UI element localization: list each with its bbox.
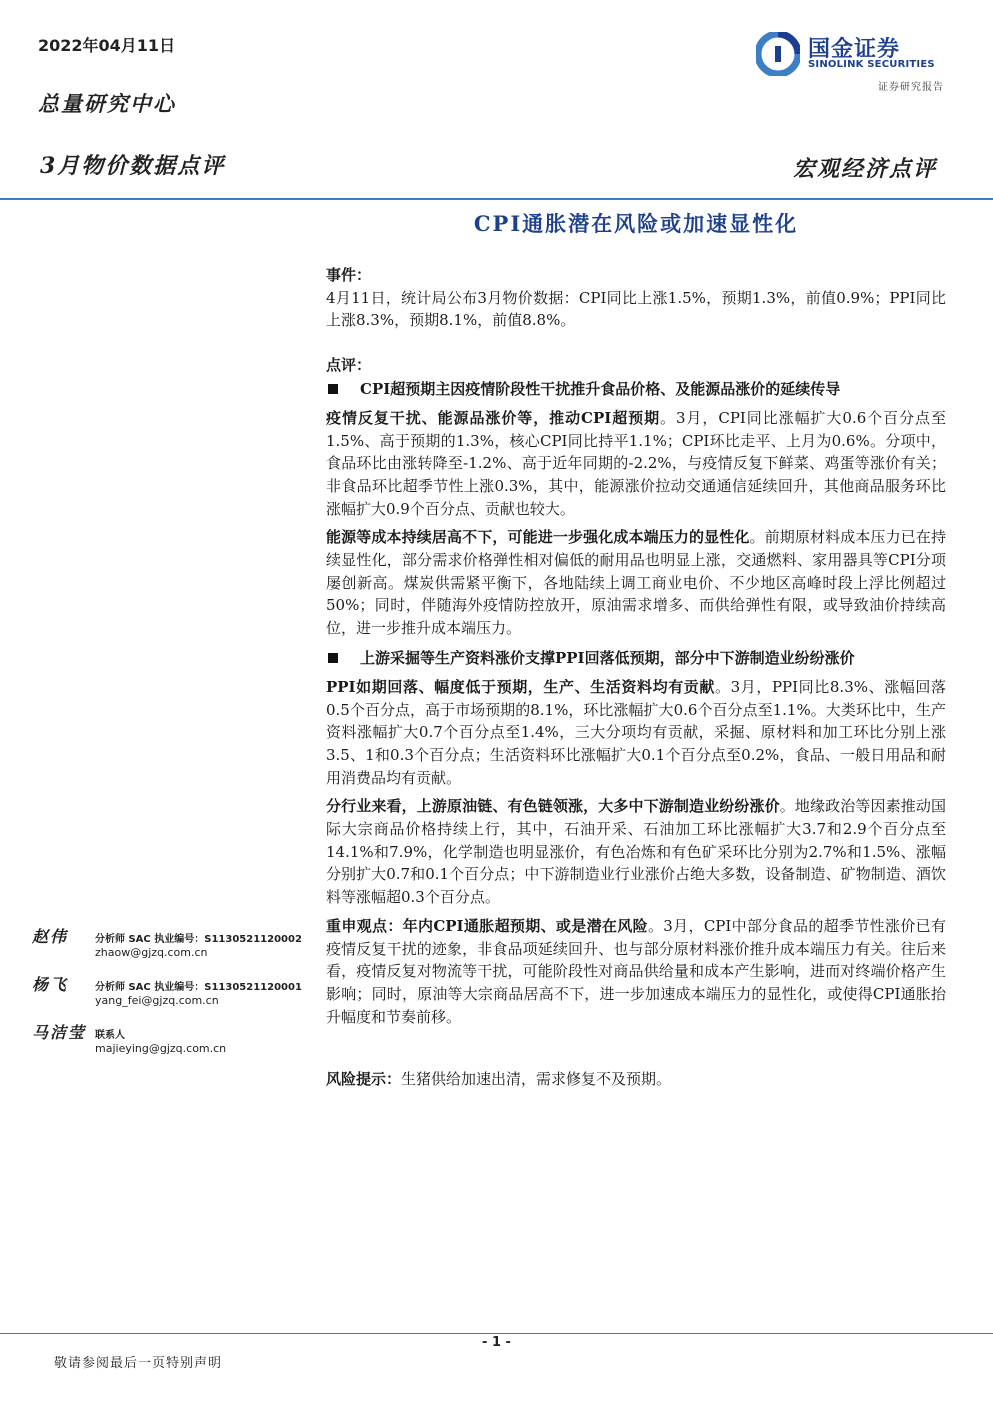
analyst-name: 马洁莹 (32, 1023, 87, 1042)
section1-bullet-text: CPI超预期主因疫情阶段性干扰推升食品价格、及能源品涨价的延续传导 (360, 379, 841, 398)
analyst-item (32, 972, 312, 1020)
department-name: 总量研究中心 (38, 91, 176, 116)
logo-english-name: SINOLINK SECURITIES (808, 59, 935, 70)
analyst-role: 分析师 SAC 执业编号：S1130521120001 (95, 982, 302, 993)
risk-label: 风险提示： (326, 1070, 402, 1089)
sinolink-logo-icon (756, 32, 800, 76)
section2-bullet-text: 上游采掘等生产资料涨价支撑PPI回落低预期，部分中下游制造业纷纷涨价 (360, 648, 855, 667)
conclusion-body: 。3月，CPI中部分食品的超季节性涨价已有疫情反复干扰的迹象，非食品项延续回升、也与部分原材料涨价推升成本端压力有关。往后来看，疫情反复对物流等干扰，可能阶段性对商品供给量和成本产生影响，进而对终端价格产生影响；同时，原油等大宗商品居高不下，进一步加速成本端压力的显性化，或使得CPI通胀抬升幅度和节奏前移。 (326, 916, 946, 1026)
risk-warning (326, 1068, 946, 1091)
analyst-email[interactable]: zhaow@gjzq.com.cn (95, 946, 208, 959)
section1-p1-lead: 疫情反复干扰、能源品涨价等，推动CPI超预期 (326, 408, 661, 427)
section2-p1-body: 。3月，PPI同比8.3%、涨幅回落0.5个百分点，高于市场预期的8.1%，环比涨幅扩大0.6个百分点至1.1%。大类环比中，生产资料涨幅扩大0.7个百分点至1.4%，三大分项均有贡献，采掘、原材料和加工环比分别上涨3.5、1和0.3个百分点；生活资料环比涨幅扩大0.1个百分点至0.2%，食品、一般日用品和耐用消费品均有贡献。 (326, 677, 946, 787)
analyst-role: 分析师 SAC 执业编号：S1130521120002 (95, 934, 302, 945)
section1-paragraph2 (326, 526, 946, 640)
section1-p1-body: 。3月，CPI同比涨幅扩大0.6个百分点至1.5%、高于预期的1.3%，核心CPI同比持平1.1%；CPI环比走平、上月为0.6%。分项中，食品环比由涨转降至-1.2%、高于近年同期的-2.2%，与疫情反复下鲜菜、鸡蛋等涨价有关；非食品环比超季节性上涨0.3%，其中，能源涨价拉动交通通信延续回升，其他商品服务环比涨幅扩大0.9个百分点、贡献也较大。 (326, 408, 946, 518)
header-divider (0, 198, 993, 200)
comment-label: 点评： (326, 356, 372, 375)
section2-paragraph2 (326, 795, 946, 909)
analyst-role: 联系人 (95, 1030, 125, 1041)
page-number: - 1 - (482, 1335, 511, 1350)
section1-paragraph1 (326, 407, 946, 521)
section2-p1-lead: PPI如期回落、幅度低于预期，生产、生活资料均有贡献 (326, 677, 716, 696)
section2-paragraph1 (326, 676, 946, 790)
report-date: 2022年04月11日 (38, 36, 176, 55)
event-label: 事件： (326, 266, 372, 284)
analyst-name: 赵伟 (32, 927, 69, 946)
section1-p2-lead: 能源等成本持续居高不下，可能进一步强化成本端压力的显性化 (326, 528, 750, 547)
bullet-square-icon (328, 384, 338, 394)
logo-chinese-name: 国金证券 (808, 37, 901, 62)
report-title: 3月物价数据点评 (40, 153, 226, 179)
analyst-email[interactable]: majieying@gjzq.com.cn (95, 1042, 227, 1055)
section1-bullet (326, 377, 946, 401)
company-logo (756, 30, 946, 94)
analyst-name: 杨飞 (32, 975, 69, 994)
disclaimer-note: 敬请参阅最后一页特别声明 (54, 1356, 223, 1371)
conclusion-paragraph (326, 915, 946, 1029)
report-type: 宏观经济点评 (792, 156, 937, 182)
analyst-item (32, 1020, 312, 1068)
analyst-email[interactable]: yang_fei@gjzq.com.cn (95, 994, 219, 1007)
headline: CPI通胀潜在风险或加速显性化 (473, 211, 799, 236)
risk-body: 生猪供给加速出清，需求修复不及预期。 (401, 1070, 672, 1089)
footer-divider (0, 1333, 993, 1334)
section1-p2-body: 。前期原材料成本压力已在持续显性化，部分需求价格弹性相对偏低的耐用品也明显上涨，交通燃料、家用器具等CPI分项屡创新高。煤炭供需紧平衡下，各地陆续上调工商业电价、不少地区高峰时段上浮比例超过50%；同时，伴随海外疫情防控放开，原油需求增多、而供给弹性有限，或导致油价持续高位，进一步推升成本端压力。 (326, 528, 946, 638)
main-content (326, 264, 946, 1091)
logo-subtitle: 证券研究报告 (878, 82, 944, 93)
analyst-list (32, 924, 312, 1068)
bullet-square-icon (328, 653, 338, 663)
event-body: 4月11日，统计局公布3月物价数据：CPI同比上涨1.5%，预期1.3%，前值0.9%；PPI同比上涨8.3%，预期8.1%，前值8.8%。 (326, 288, 946, 330)
section2-bullet (326, 646, 946, 670)
conclusion-lead: 重申观点：年内CPI通胀超预期、或是潜在风险 (326, 916, 648, 935)
section2-p2-body: 。地缘政治等因素推动国际大宗商品价格持续上行，其中，石油开采、石油加工环比涨幅扩大3.7和2.9个百分点至14.1%和7.9%，化学制造也明显涨价，有色冶炼和有色矿采环比分别为2.7%和1.5%、涨幅分别扩大0.7和0.1个百分点；中下游制造业行业涨价占绝大多数，设备制造、矿物制造、酒饮料等涨幅超0.3个百分点。 (326, 797, 946, 907)
section2-p2-lead: 分行业来看，上游原油链、有色链领涨，大多中下游制造业纷纷涨价 (326, 797, 780, 816)
analyst-item (32, 924, 312, 972)
